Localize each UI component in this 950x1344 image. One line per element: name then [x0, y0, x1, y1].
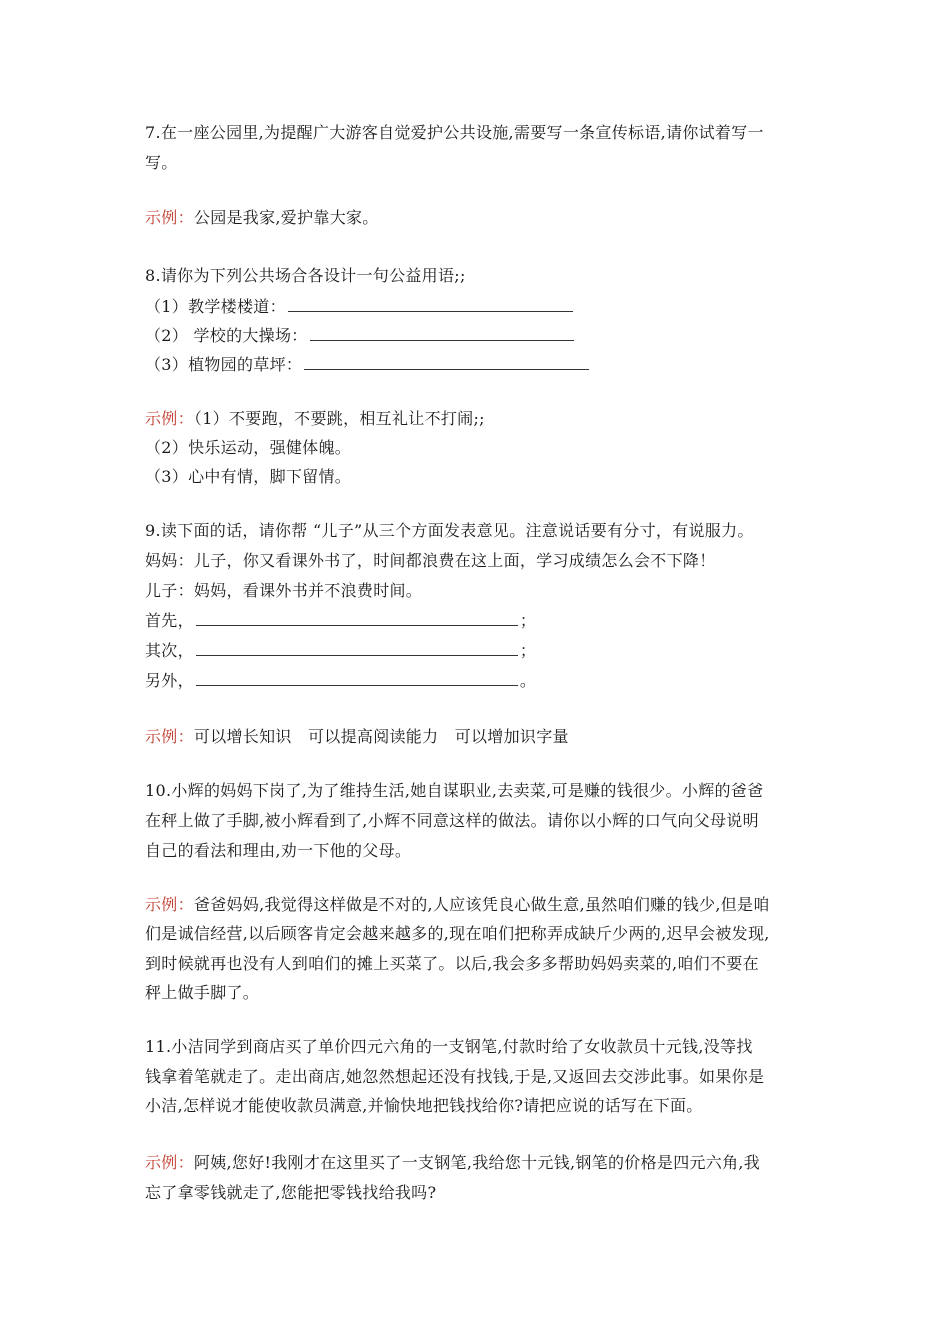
- q11-question-line-3: 小洁,怎样说才能使收款员满意,并愉快地把钱找给你?请把应说的话写在下面。: [145, 1096, 703, 1115]
- example-label: 示例：: [145, 409, 194, 428]
- answer-blank[interactable]: [304, 355, 589, 370]
- q10-question-line-2: 在秤上做了手脚,被小辉看到了,小辉不同意这样的做法。请你以小辉的口气向父母说明: [145, 811, 759, 830]
- q11-answer-line-1: [145, 1153, 760, 1173]
- q8-item-2: [145, 326, 576, 346]
- q9-point-1-end: ；: [519, 611, 537, 630]
- q9-point-1-label: 首先，: [145, 611, 194, 630]
- q10-answer-line-3: 到时候就再也没有人到咱们的摊上买菜了。以后,我会多多帮助妈妈卖菜的,咱们不要在: [145, 954, 759, 973]
- q8-answer-2: （2）快乐运动，强健体魄。: [145, 438, 352, 457]
- q9-point-3-label: 另外，: [145, 671, 194, 690]
- q10-answer-text-1: 爸爸妈妈,我觉得这样做是不对的,人应该凭良心做生意,虽然咱们赚的钱少,但是咱: [193, 895, 770, 914]
- q9-point-1: [145, 611, 536, 631]
- q7-question-line-2: 写。: [145, 153, 178, 172]
- q8-answer-1: [145, 409, 485, 429]
- q9-point-2-label: 其次，: [145, 641, 194, 660]
- q9-dialogue-mom: 妈妈：儿子，你又看课外书了，时间都浪费在这上面，学习成绩怎么会不下降！: [145, 551, 716, 570]
- q8-item-2-label: （2） 学校的大操场：: [145, 326, 308, 345]
- q9-point-2-end: ；: [519, 641, 537, 660]
- q8-item-3-label: （3）植物园的草坪：: [145, 355, 303, 374]
- example-label: 示例：: [145, 1153, 194, 1172]
- q10-answer-line-2: 们是诚信经营,以后顾客肯定会越来越多的,现在咱们把称弄成缺斤少两的,迟早会被发现,: [145, 924, 770, 943]
- example-label: 示例：: [145, 727, 194, 746]
- q9-question: 9.读下面的话，请你帮 “儿子”从三个方面发表意见。注意说话要有分寸，有说服力。: [145, 521, 754, 540]
- q8-item-3: [145, 355, 591, 375]
- answer-blank[interactable]: [288, 297, 573, 312]
- q9-answer-text: 可以增长知识 可以提高阅读能力 可以增加识字量: [193, 727, 569, 746]
- q10-answer-line-4: 秤上做手脚了。: [145, 983, 260, 1002]
- q11-question-line-1: 11.小洁同学到商店买了单价四元六角的一支钢笔,付款时给了女收款员十元钱,没等找: [145, 1037, 753, 1056]
- q8-question: 8.请你为下列公共场合各设计一句公益用语;;: [145, 266, 466, 285]
- q9-point-3-end: 。: [519, 671, 537, 690]
- q9-answer: [145, 727, 569, 747]
- q9-point-2: [145, 641, 536, 661]
- q9-dialogue-son: 儿子：妈妈，看课外书并不浪费时间。: [145, 581, 423, 600]
- q7-answer-text: 公园是我家,爱护靠大家。: [193, 208, 379, 227]
- q8-item-1-label: （1）教学楼楼道：: [145, 297, 286, 316]
- example-label: 示例：: [145, 208, 194, 227]
- answer-blank[interactable]: [196, 611, 518, 626]
- q7-question-line-1: 7.在一座公园里,为提醒广大游客自觉爱护公共设施,需要写一条宣传标语,请你试着写一: [145, 123, 764, 142]
- answer-blank[interactable]: [310, 326, 574, 341]
- q10-question-line-1: 10.小辉的妈妈下岗了,为了维持生活,她自谋职业,去卖菜,可是赚的钱很少。小辉的爸爸: [145, 781, 764, 800]
- q10-answer-line-1: [145, 895, 770, 915]
- q7-answer: [145, 208, 379, 228]
- q8-answer-3: （3）心中有情，脚下留情。: [145, 467, 352, 486]
- q8-item-1: [145, 297, 575, 317]
- q11-question-line-2: 钱拿着笔就走了。走出商店,她忽然想起还没有找钱,于是,又返回去交涉此事。如果你是: [145, 1067, 765, 1086]
- q10-question-line-3: 自己的看法和理由,劝一下他的父母。: [145, 841, 412, 860]
- example-label: 示例：: [145, 895, 194, 914]
- answer-blank[interactable]: [196, 671, 518, 686]
- q11-answer-line-2: 忘了拿零钱就走了,您能把零钱找给我吗?: [145, 1183, 437, 1202]
- answer-blank[interactable]: [196, 641, 518, 656]
- q11-answer-text-1: 阿姨,您好!我刚才在这里买了一支钢笔,我给您十元钱,钢笔的价格是四元六角,我: [193, 1153, 761, 1172]
- q8-answer-1-text: （1）不要跑，不要跳，相互礼让不打闹;;: [193, 409, 485, 428]
- q9-point-3: [145, 671, 536, 691]
